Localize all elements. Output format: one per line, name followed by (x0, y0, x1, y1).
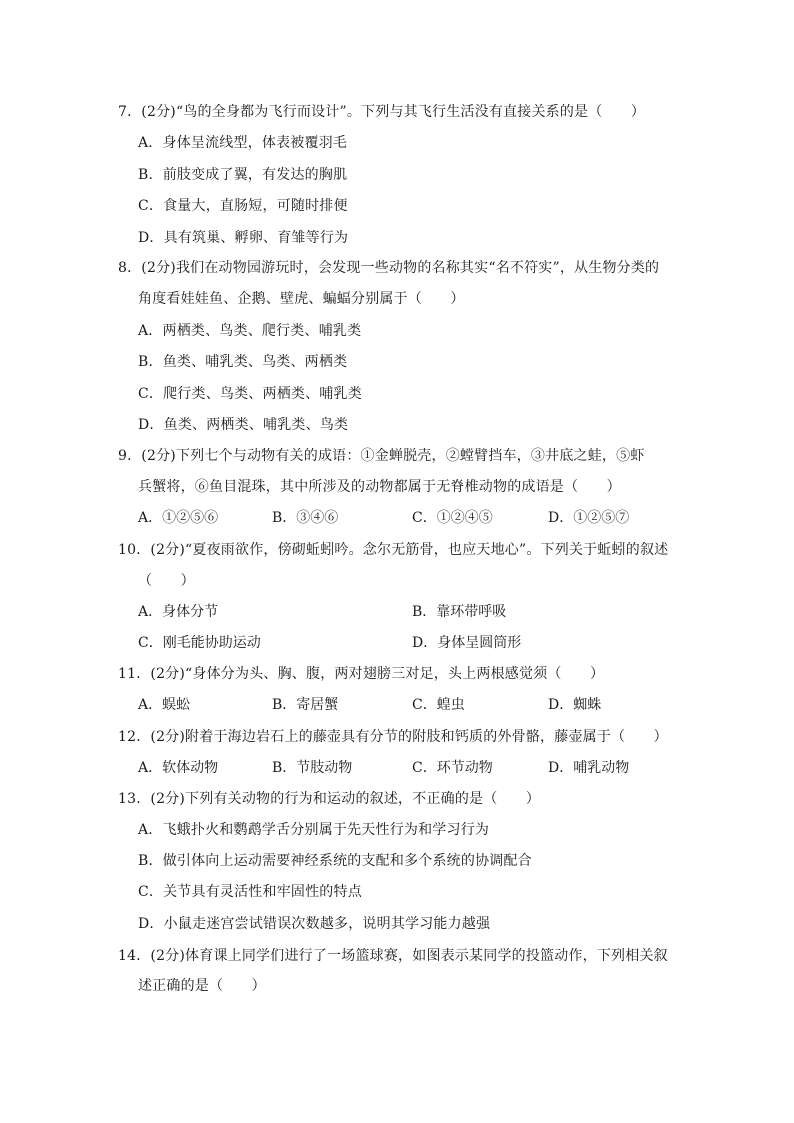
question-9-option-b: B．③④⑥ (272, 510, 339, 526)
question-8-stem-line2: 角度看娃娃鱼、企鹅、壁虎、蝙蝠分别属于（ ） (138, 291, 465, 307)
question-7-option-d: D．具有筑巢、孵卵、育雏等行为 (138, 230, 349, 246)
question-13-option-b: B．做引体向上运动需要神经系统的支配和多个系统的协调配合 (138, 853, 532, 869)
question-11-option-c: C．蝗虫 (412, 697, 465, 713)
question-13-option-c: C．关节具有灵活性和牢固性的特点 (138, 884, 362, 900)
question-9-stem-line2: 兵蟹将，⑥鱼目混珠，其中所涉及的动物都属于无脊椎动物的成语是（ ） (138, 479, 621, 495)
question-10-stem-line1: 10．(2分)“夏夜雨欲作，傍砌蚯蚓吟。念尔无筋骨，也应天地心”。下列关于蚯蚓的叙述 (118, 542, 669, 558)
question-8-option-c: C．爬行类、鸟类、两栖类、哺乳类 (138, 386, 362, 402)
question-11-option-b: B．寄居蟹 (272, 697, 339, 713)
question-7-option-b: B．前肢变成了翼，有发达的胸肌 (138, 167, 348, 183)
question-12-option-b: B．节肢动物 (272, 760, 353, 776)
question-8-option-a: A．两栖类、鸟类、爬行类、哺乳类 (138, 323, 362, 339)
question-11-option-a: A．蜈蚣 (138, 697, 191, 713)
question-12-option-d: D．哺乳动物 (548, 760, 630, 776)
question-13-option-d: D．小鼠走迷宫尝试错误次数越多，说明其学习能力越强 (138, 916, 491, 932)
question-7-option-a: A．身体呈流线型，体表被覆羽毛 (138, 135, 348, 151)
question-8-option-b: B．鱼类、哺乳类、鸟类、两栖类 (138, 354, 348, 370)
question-8-stem-line1: 8．(2分)我们在动物园游玩时，会发现一些动物的名称其实“名不符实”，从生物分类的 (118, 260, 660, 276)
question-11-stem: 11．(2分)“身体分为头、胸、腹，两对翅膀三对足，头上两根感觉须（ ） (118, 666, 605, 682)
question-13-stem: 13．(2分)下列有关动物的行为和运动的叙述，不正确的是（ ） (118, 791, 541, 807)
question-12-option-a: A．软体动物 (138, 760, 219, 776)
question-10-option-a: A．身体分节 (138, 604, 219, 620)
question-9-option-a: A．①②⑤⑥ (138, 510, 219, 526)
question-12-stem: 12．(2分)附着于海边岩石上的藤壶具有分节的附肢和钙质的外骨骼，藤壶属于（ ） (118, 729, 668, 745)
question-9-stem-line1: 9．(2分)下列七个与动物有关的成语：①金蝉脱壳，②螳臂挡车，③井底之蛙，⑤虾 (118, 448, 645, 464)
question-10-option-d: D．身体呈圆筒形 (412, 635, 522, 651)
question-8-option-d: D．鱼类、两栖类、哺乳类、鸟类 (138, 417, 349, 433)
question-12-option-c: C．环节动物 (412, 760, 493, 776)
question-14-stem-line2: 述正确的是（ ） (138, 978, 266, 994)
question-10-option-b: B．靠环带呼吸 (412, 604, 507, 620)
question-9-option-d: D．①②⑤⑦ (548, 510, 630, 526)
question-14-stem-line1: 14．(2分)体育课上同学们进行了一场篮球赛，如图表示某同学的投篮动作，下列相关叙 (118, 948, 668, 964)
question-13-option-a: A．飞蛾扑火和鹦鹉学舌分别属于先天性行为和学习行为 (138, 822, 490, 838)
question-10-stem-line2: （ ） (138, 573, 195, 589)
question-11-option-d: D．蜘蛛 (548, 697, 602, 713)
question-9-option-c: C．①②④⑤ (412, 510, 493, 526)
question-7-stem: 7．(2分)“鸟的全身都为飞行而设计”。下列与其飞行生活没有直接关系的是（ ） (118, 104, 646, 120)
question-7-option-c: C．食量大，直肠短，可随时排便 (138, 198, 348, 214)
question-10-option-c: C．刚毛能协助运动 (138, 635, 261, 651)
